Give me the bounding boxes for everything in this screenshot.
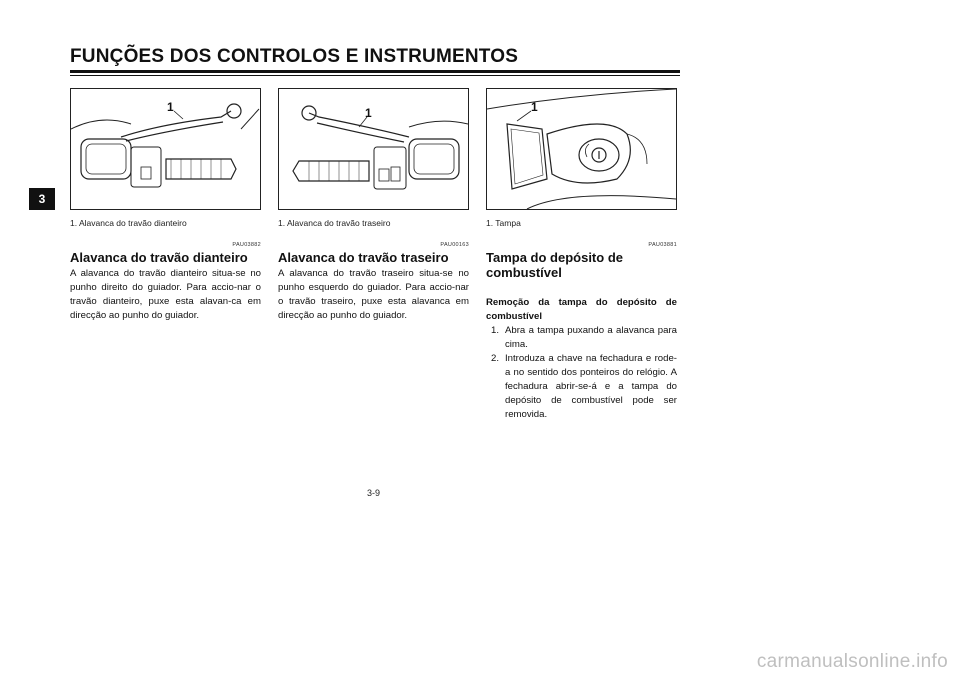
figure-caption: 1. Tampa — [486, 218, 521, 228]
figure-callout: 1 — [531, 100, 538, 114]
section-heading: Alavanca do travão dianteiro — [70, 250, 248, 265]
step-text: Abra a tampa puxando a alavanca para cima. — [505, 325, 677, 350]
fuel-cap-illustration — [487, 89, 676, 209]
column-front-brake — [70, 88, 261, 323]
figure-caption: 1. Alavanca do travão traseiro — [278, 218, 391, 228]
reference-code: PAU03882 — [232, 242, 261, 248]
instruction-steps — [486, 324, 677, 422]
reference-code: PAU03881 — [648, 242, 677, 248]
subsection-heading: Remoção da tampa do depósito de combustível — [486, 297, 677, 322]
step-number: 2. — [491, 353, 500, 364]
column-fuel-tank-cap — [486, 88, 677, 422]
step-text: Introduza a chave na fechadura e rode-a no sentido dos ponteiros do relógio. A fechadura abrir-se-á e a tampa do depósito de combustível pode ser removida. — [505, 353, 677, 420]
section-heading: Tampa do depósito de combustível — [486, 250, 623, 280]
section-body: A alavanca do travão traseiro situa-se no punho esquerdo do guiador. Para accio-nar o travão traseiro, puxe esta alavanca em direcção ao punho do guiador. — [278, 268, 469, 321]
step-number: 1. — [491, 325, 500, 336]
section-body: A alavanca do travão dianteiro situa-se no punho direito do guiador. Para accio-nar o travão dianteiro, puxe esta alavan-ca em direcção ao punho do guiador. — [70, 268, 261, 321]
reference-code: PAU00163 — [440, 242, 469, 248]
chapter-tab: 3 — [29, 188, 55, 210]
page-number: 3-9 — [367, 488, 381, 498]
front-brake-illustration — [71, 89, 260, 209]
figure-callout: 1 — [365, 106, 372, 120]
title-rule — [70, 70, 680, 73]
figure-caption: 1. Alavanca do travão dianteiro — [70, 218, 187, 228]
page-title: FUNÇÕES DOS CONTROLOS E INSTRUMENTOS — [70, 46, 519, 67]
list-item — [486, 324, 677, 352]
list-item — [486, 352, 677, 422]
section-heading: Alavanca do travão traseiro — [278, 250, 449, 265]
figure-rear-brake-lever — [278, 88, 469, 210]
figure-front-brake-lever — [70, 88, 261, 210]
title-rule-thin — [70, 75, 680, 76]
figure-fuel-tank-cap — [486, 88, 677, 210]
rear-brake-illustration — [279, 89, 468, 209]
column-rear-brake — [278, 88, 469, 323]
figure-callout: 1 — [167, 100, 174, 114]
watermark: carmanualsonline.info — [756, 651, 948, 672]
